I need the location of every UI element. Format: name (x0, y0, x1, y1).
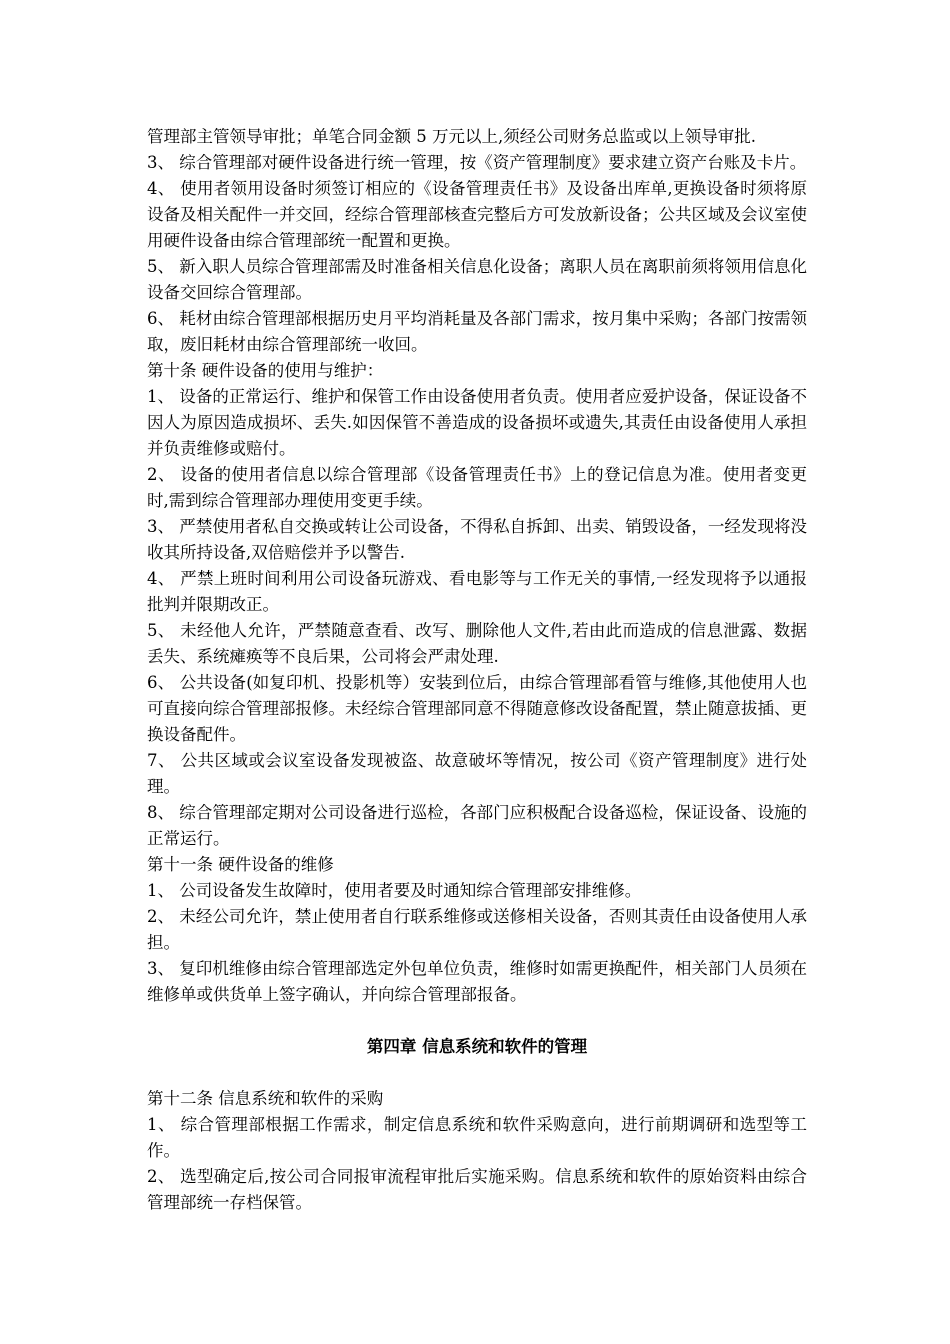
paragraph: 1、 设备的正常运行、维护和保管工作由设备使用者负责。使用者应爱护设备，保证设备不因人为原因造成损坏、丢失.如因保管不善造成的设备损坏或遗失,其责任由设备使用人承担并负责维修或赔付。 (147, 387, 807, 458)
paragraph: 3、 复印机维修由综合管理部选定外包单位负责，维修时如需更换配件，相关部门人员须在维修单或供货单上签字确认，并向综合管理部报备。 (147, 959, 807, 1004)
document-page (147, 124, 807, 1216)
paragraph: 8、 综合管理部定期对公司设备进行巡检，各部门应积极配合设备巡检，保证设备、设施的正常运行。 (147, 803, 807, 848)
paragraph: 3、 严禁使用者私自交换或转让公司设备，不得私自拆卸、出卖、销毁设备，一经发现将没收其所持设备,双倍赔偿并予以警告. (147, 517, 807, 562)
paragraph: 5、 未经他人允许，严禁随意查看、改写、删除他人文件,若由此而造成的信息泄露、数据丢失、系统瘫痪等不良后果，公司将会严肃处理. (147, 621, 807, 666)
paragraph: 6、 公共设备(如复印机、投影机等）安装到位后，由综合管理部看管与维修,其他使用人也可直接向综合管理部报修。未经综合管理部同意不得随意修改设备配置，禁止随意拔插、更换设备配件。 (147, 673, 807, 744)
chapter-heading: 第四章 信息系统和软件的管理 (366, 1037, 588, 1056)
paragraph: 5、 新入职人员综合管理部需及时准备相关信息化设备；离职人员在离职前须将领用信息化设备交回综合管理部。 (147, 257, 807, 302)
paragraph: 2、 设备的使用者信息以综合管理部《设备管理责任书》上的登记信息为准。使用者变更时,需到综合管理部办理使用变更手续。 (147, 465, 807, 510)
paragraph: 2、 选型确定后,按公司合同报审流程审批后实施采购。信息系统和软件的原始资料由综合管理部统一存档保管。 (147, 1167, 807, 1212)
paragraph: 6、 耗材由综合管理部根据历史月平均消耗量及各部门需求，按月集中采购；各部门按需领取，废旧耗材由综合管理部统一收回。 (147, 309, 807, 354)
paragraph: 1、 综合管理部根据工作需求，制定信息系统和软件采购意向，进行前期调研和选型等工作。 (147, 1115, 807, 1160)
paragraph: 4、 使用者领用设备时须签订相应的《设备管理责任书》及设备出库单,更换设备时须将原设备及相关配件一并交回，经综合管理部核查完整后方可发放新设备；公共区域及会议室使用硬件设备由综合管理部统一配置和更换。 (147, 179, 807, 250)
paragraph: 1、 公司设备发生故障时，使用者要及时通知综合管理部安排维修。 (147, 881, 642, 900)
paragraph: 3、 综合管理部对硬件设备进行统一管理，按《资产管理制度》要求建立资产台账及卡片。 (147, 153, 807, 172)
paragraph: 管理部主管领导审批；单笔合同金额 5 万元以上,须经公司财务总监或以上领导审批. (147, 127, 756, 146)
paragraph: 7、 公共区域或会议室设备发现被盗、故意破坏等情况，按公司《资产管理制度》进行处理。 (147, 751, 807, 796)
article-title: 第十二条 信息系统和软件的采购 (147, 1089, 384, 1108)
article-title: 第十一条 硬件设备的维修 (147, 855, 334, 874)
paragraph: 2、 未经公司允许，禁止使用者自行联系维修或送修相关设备，否则其责任由设备使用人承担。 (147, 907, 807, 952)
paragraph: 4、 严禁上班时间利用公司设备玩游戏、看电影等与工作无关的事情,一经发现将予以通报批判并限期改正。 (147, 569, 807, 614)
article-title: 第十条 硬件设备的使用与维护： (147, 361, 384, 380)
